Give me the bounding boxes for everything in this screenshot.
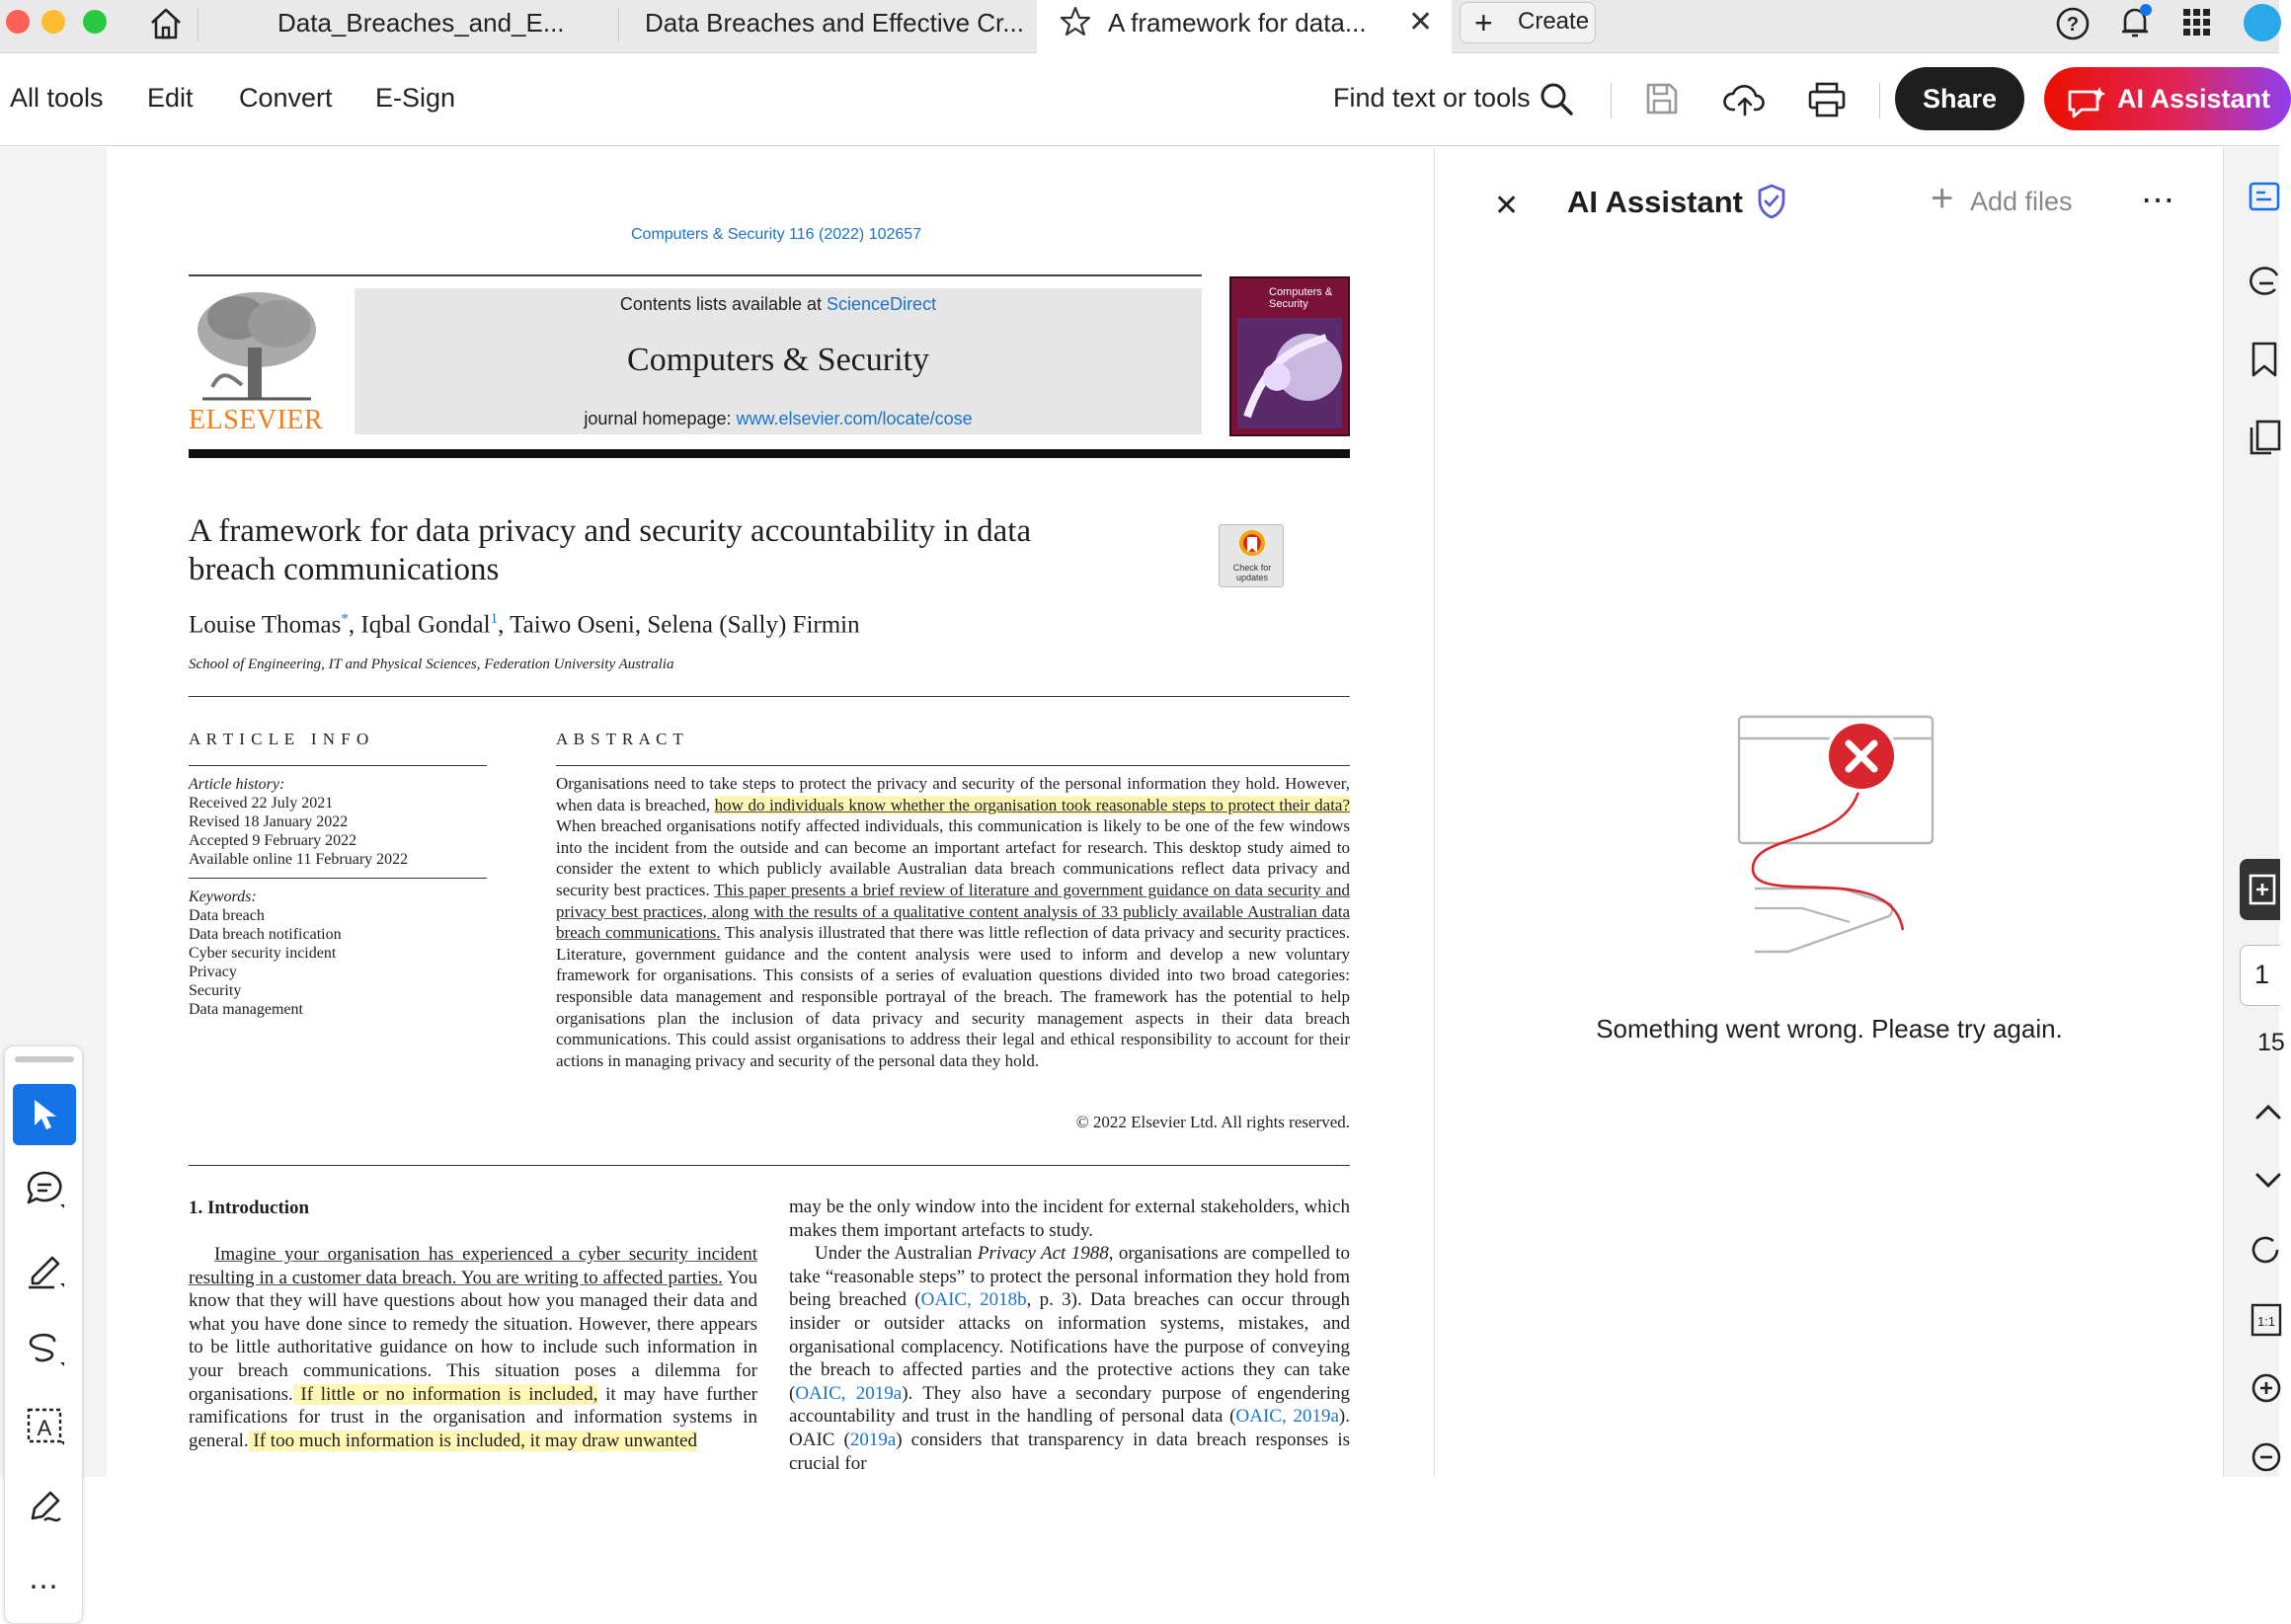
abstract-heading: A B S T R A C T	[556, 730, 684, 748]
sciencedirect-link[interactable]: ScienceDirect	[827, 294, 937, 314]
check-for-updates-badge[interactable]	[1219, 524, 1284, 587]
tab-label: Data Breaches and Effective Cr...	[645, 8, 1024, 38]
abstract-part: Organisations need to take steps to protect the privacy and security of the personal information they hold. However, when data is breached,	[556, 774, 1350, 814]
minimize-window-button[interactable]	[41, 10, 65, 34]
current-page: 1	[2254, 960, 2270, 989]
intro-highlight[interactable]: If little or no information is included,	[292, 1383, 598, 1405]
plus-icon: +	[1931, 177, 1954, 220]
highlight-pen-icon[interactable]	[25, 1248, 68, 1296]
avatar[interactable]	[2244, 4, 2281, 41]
tab-label: A framework for data...	[1108, 8, 1367, 38]
paragraph-text: , p. 3). Data breaches can occur through insider or outsider attacks on information systems, mistakes, and organisational complacency. Notifications have the purpose of conveying the breach to affected parties and the protective actions they can take (	[789, 1289, 1350, 1404]
article-title-line-2: breach communications	[189, 552, 500, 587]
apps-grid-icon[interactable]	[2182, 8, 2212, 42]
intro-text: it may have further ramifications for trust in the organisation and information systems in general.	[189, 1383, 757, 1451]
tab-data-breaches-2[interactable]	[619, 0, 1037, 53]
history-received: Received 22 July 2021	[189, 795, 334, 812]
contents-prefix: Contents lists available at	[619, 294, 823, 314]
error-message: Something went wrong. Please try again.	[1596, 1014, 2063, 1044]
more-options-icon[interactable]: ⋯	[2141, 182, 2174, 219]
bookmark-ribbon-icon	[1237, 529, 1267, 563]
keyword: Data management	[189, 1001, 303, 1018]
cover-image	[1237, 318, 1342, 428]
keyword: Data breach	[189, 907, 265, 924]
cursor-arrow-icon	[31, 1098, 60, 1131]
intro-highlight[interactable]: If too much information is included, it may draw unwanted	[248, 1430, 697, 1451]
abstract-text	[556, 773, 1350, 1071]
left-pane	[0, 147, 107, 1603]
authors-line	[189, 611, 860, 639]
more-tools-icon[interactable]: ⋯	[29, 1571, 60, 1603]
menu-edit[interactable]: Edit	[147, 83, 194, 113]
keywords-label: Keywords:	[189, 889, 257, 905]
create-label: Create	[1518, 8, 1590, 35]
homepage-prefix: journal homepage:	[584, 409, 732, 428]
article-info-heading: A R T I C L E I N F O	[189, 730, 370, 748]
affiliation: School of Engineering, IT and Physical Sciences, Federation University Australia	[189, 657, 674, 672]
elsevier-logo[interactable]	[189, 288, 329, 435]
article-title	[189, 512, 1031, 589]
page-number-input[interactable]	[2240, 945, 2280, 1006]
text-select-box-icon[interactable]	[25, 1406, 68, 1454]
history-label: Article history:	[189, 776, 285, 793]
close-window-button[interactable]	[6, 10, 30, 34]
app-toolbar	[0, 53, 2279, 146]
intro-underlined[interactable]: Imagine your organisation has experienced a cyber security incident resulting in a customer data breach. You are writing to affected parties.	[189, 1244, 757, 1288]
rotate-icon[interactable]	[2250, 1233, 2283, 1272]
section-heading-introduction: 1. Introduction	[189, 1198, 310, 1218]
quick-tools-panel	[4, 1045, 83, 1624]
check-updates-label: Check for updates	[1232, 563, 1272, 582]
svg-text:?: ?	[2066, 14, 2080, 36]
page-thumbnail-button[interactable]	[2240, 859, 2280, 920]
ai-panel-title: AI Assistant	[1567, 185, 1744, 219]
ai-chat-rail-icon[interactable]	[2248, 180, 2281, 220]
journal-cover[interactable]	[1229, 276, 1350, 436]
paragraph-text: ). OAIC (	[789, 1406, 1350, 1450]
keyword: Data breach notification	[189, 926, 342, 943]
keyword: Cyber security incident	[189, 945, 337, 962]
create-button[interactable]	[1460, 2, 1596, 43]
shield-check-icon[interactable]	[1756, 183, 1787, 225]
abstract-underline[interactable]: This paper presents a brief review of literature and government guidance on data security and privacy best practices, along with the results of a qualitative content analysis of 33 publicly available Australian data breach communications.	[556, 880, 1351, 943]
save-icon[interactable]	[1644, 81, 1680, 121]
privacy-act-title: Privacy Act 1988	[977, 1243, 1109, 1265]
comment-tool-icon[interactable]	[25, 1169, 68, 1217]
article-history	[189, 775, 408, 869]
pages-rail-icon[interactable]	[2248, 419, 2281, 461]
tab-framework-active[interactable]	[1037, 0, 1452, 55]
citation-link[interactable]: 2019a	[849, 1429, 897, 1450]
star-icon[interactable]	[1059, 5, 1092, 52]
journal-title: Computers & Security	[627, 342, 929, 378]
citation-link[interactable]: OAIC, 2018b	[920, 1289, 1027, 1311]
browser-tab-bar	[0, 0, 2279, 53]
freehand-draw-icon[interactable]	[25, 1327, 68, 1375]
author-3-4[interactable]: , Taiwo Oseni, Selena (Sally) Firmin	[498, 611, 860, 639]
close-tab-icon[interactable]: ✕	[1408, 6, 1434, 39]
keywords	[189, 888, 342, 1019]
tab-data-breaches-1[interactable]	[198, 0, 618, 53]
menu-esign[interactable]: E-Sign	[375, 83, 456, 113]
tab-label: Data_Breaches_and_E...	[277, 8, 565, 38]
elsevier-wordmark: ELSEVIER	[189, 405, 324, 435]
paragraph-text: ) considers that transparency in data breach responses is crucial for	[789, 1429, 1350, 1474]
bookmark-rail-icon[interactable]	[2248, 341, 2281, 383]
home-icon[interactable]	[146, 4, 186, 43]
menu-all-tools[interactable]: All tools	[10, 83, 104, 113]
zoom-out-icon[interactable]	[2250, 1440, 2283, 1479]
article-title-line-1: A framework for data privacy and security accountability in data	[189, 513, 1032, 549]
share-label: Share	[1922, 84, 1998, 114]
find-text-or-tools[interactable]: Find text or tools	[1333, 83, 1531, 113]
corresponding-author-mark[interactable]: *	[341, 611, 349, 627]
ai-assistant-panel	[1434, 147, 2223, 1477]
zoom-window-button[interactable]	[83, 10, 107, 34]
citation-link[interactable]: OAIC, 2019a	[1235, 1406, 1339, 1428]
history-available: Available online 11 February 2022	[189, 851, 409, 868]
intro-text: You know that they will have questions about how you managed their data and what you have done since to remedy the situation. However, there appears to be little authoritative guidance on how to include such information in your breach communications. This situation poses a dilemma for organisations.	[189, 1267, 757, 1405]
actual-size-icon[interactable]	[2250, 1302, 2283, 1343]
help-icon[interactable]	[2055, 6, 2091, 46]
paragraph-text: ). They also have a secondary purpose of engendering accountability and trust in the handling of personal data (	[789, 1382, 1350, 1428]
search-icon[interactable]	[1539, 81, 1574, 121]
author-1[interactable]: Louise Thomas	[189, 611, 342, 639]
journal-homepage-link[interactable]: www.elsevier.com/locate/cose	[736, 409, 973, 428]
ai-assistant-button[interactable]	[2044, 67, 2291, 130]
keyword: Security	[189, 982, 242, 999]
keyword: Privacy	[189, 964, 237, 980]
ai-sparkle-icon	[2066, 81, 2105, 144]
journal-citation[interactable]: Computers & Security 116 (2022) 102657	[631, 226, 922, 243]
svg-text:A: A	[37, 1416, 52, 1440]
body-column-left	[189, 1243, 757, 1452]
elsevier-tree-illustration	[193, 288, 321, 402]
notifications-bell-icon[interactable]	[2115, 2, 2155, 46]
abstract-part: This analysis illustrated that there was little reflection of data privacy and security practices. Literature, government guidance and the content analysis were used to inform and develop a new voluntary framework for organisations. This consists of a series of evaluation questions divided into two broad categories: responsible data management and responsible portrayal of the breach. The framework has the potential to help organisations plan the inclusion of data privacy and security management aspects in their data breach communications. This could assist organisations to address their legal and ethical responsibility to account for their actions in managing privacy and security of the personal data they hold.	[556, 923, 1350, 1070]
abstract-part: When breached organisations notify affected individuals, this communication is likely to be one of the few windows into the incident from the outside and can become an important artefact for research. This desktop study aimed to consider the extent to which publicly available Australian data breach communications reflect data privacy and security best practices.	[556, 816, 1350, 899]
citation-link[interactable]: OAIC, 2019a	[795, 1382, 903, 1404]
history-revised: Revised 18 January 2022	[189, 813, 349, 830]
close-panel-icon[interactable]: ✕	[1494, 190, 1520, 222]
page-view-icon	[2248, 873, 2277, 906]
print-icon[interactable]	[1807, 81, 1847, 123]
select-tool-button[interactable]	[13, 1084, 76, 1145]
previous-page-icon[interactable]	[2253, 1101, 2283, 1127]
cloud-upload-icon[interactable]	[1723, 79, 1767, 123]
error-illustration	[1733, 711, 1950, 967]
total-pages: 15	[2257, 1029, 2285, 1056]
plus-icon: +	[1474, 5, 1493, 40]
share-button[interactable]	[1895, 67, 2024, 130]
right-rail	[2223, 147, 2285, 1477]
menu-convert[interactable]: Convert	[239, 83, 333, 113]
author-2[interactable]: , Iqbal Gondal	[348, 611, 491, 639]
paragraph: may be the only window into the incident for external stakeholders, which makes them important artefacts to study.	[789, 1197, 1350, 1241]
tools-drag-handle[interactable]	[15, 1056, 74, 1062]
sign-pen-icon[interactable]	[25, 1485, 68, 1533]
paragraph-text: , organisations are compelled to take “reasonable steps” to protect the personal information they hold from being breached (	[789, 1243, 1351, 1311]
journal-header-box	[355, 288, 1202, 434]
svg-text:1:1: 1:1	[2256, 1314, 2276, 1329]
cover-title: Computers & Security	[1269, 286, 1333, 310]
body-column-right	[789, 1196, 1350, 1475]
pdf-page	[107, 147, 1434, 1477]
author-footnote-mark[interactable]: 1	[490, 611, 499, 627]
paragraph-text: Under the Australian	[815, 1243, 973, 1265]
zoom-in-icon[interactable]	[2250, 1371, 2283, 1410]
abstract-highlight[interactable]: how do individuals know whether the organisation took reasonable steps to protect their data?	[714, 795, 1351, 814]
copyright: © 2022 Elsevier Ltd. All rights reserved.	[1075, 1113, 1350, 1131]
add-files-label: Add files	[1970, 187, 2073, 216]
comments-rail-icon[interactable]	[2248, 266, 2281, 306]
history-accepted: Accepted 9 February 2022	[189, 832, 357, 849]
add-files-button[interactable]	[1931, 177, 2128, 222]
next-page-icon[interactable]	[2253, 1170, 2283, 1197]
ai-assistant-label: AI Assistant	[2117, 84, 2271, 114]
